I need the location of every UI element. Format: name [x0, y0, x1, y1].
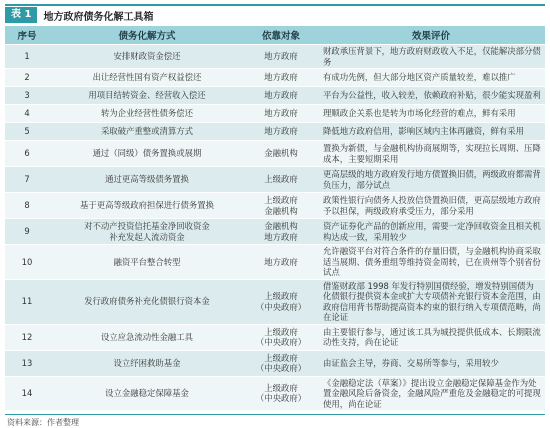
- row-evaluation: 借鉴财政部 1998 年发行特别国债经验，增发特别国债为化债银行提供资本金或扩大专项债补充银行资本金范围，由政府信用背书帮助提高资本约束的银行纳入专项债范畴，尚在论证: [317, 279, 545, 324]
- row-subject: 金融机构: [245, 141, 317, 167]
- row-number: 9: [5, 219, 49, 245]
- row-subject: 地方政府: [245, 245, 317, 280]
- row-evaluation: 有成功先例，但大部分地区资产质量较差，难以推广: [317, 69, 545, 87]
- table-row: [5, 105, 545, 123]
- table-title: 地方政府债务化解工具箱: [43, 11, 154, 23]
- table-row: [5, 324, 545, 350]
- row-method: 基于更高等级政府担保进行债务置换: [49, 193, 245, 219]
- table-row: [5, 45, 545, 69]
- row-number: 14: [5, 376, 49, 411]
- row-subject: 上级政府: [245, 167, 317, 193]
- row-evaluation: 允许融资平台对符合条件的存量旧债，与金融机构协商采取适当展期、债务重组等维持资金周转，已在贵州等个别省份试点: [317, 245, 545, 280]
- row-number: 11: [5, 279, 49, 324]
- row-evaluation: 置换为新债，与金融机构协商展期等，实现拉长周期、压降成本，主要短期采用: [317, 141, 545, 167]
- table-row: [5, 69, 545, 87]
- row-method: 设立金融稳定保障基金: [49, 376, 245, 411]
- row-subject: 地方政府: [245, 45, 317, 69]
- row-number: 6: [5, 141, 49, 167]
- row-method: 用项目结转资金、经营收入偿还: [49, 87, 245, 105]
- row-number: 5: [5, 123, 49, 141]
- row-evaluation: 降低地方政府信用，影响区域内主体再融资，鲜有采用: [317, 123, 545, 141]
- row-subject: 地方政府: [245, 105, 317, 123]
- row-evaluation: 资产证券化产品的创新应用，需要一定净回收资金且相关机构达成一致，采用较少: [317, 219, 545, 245]
- row-method: 发行政府债务补充化债银行资本金: [49, 279, 245, 324]
- row-method: 对不动产投资信托基金净回收资金 补充发起人流动资金: [49, 219, 245, 245]
- row-number: 3: [5, 87, 49, 105]
- row-subject: 上级政府 （中央政府）: [245, 324, 317, 350]
- row-method: 融资平台整合转型: [49, 245, 245, 280]
- table-number: 表 1: [5, 7, 37, 23]
- header-no: 序号: [5, 26, 49, 45]
- row-subject: 上级政府 （中央政府）: [245, 279, 317, 324]
- row-number: 2: [5, 69, 49, 87]
- table-row: [5, 376, 545, 411]
- header-evaluation: 效果评价: [317, 26, 545, 45]
- row-subject: 地方政府: [245, 69, 317, 87]
- row-subject: 上级政府 （中央政府）: [245, 376, 317, 411]
- row-subject: 地方政府: [245, 87, 317, 105]
- row-number: 12: [5, 324, 49, 350]
- table-row: [5, 193, 545, 219]
- row-subject: 金融机构 地方政府: [245, 219, 317, 245]
- row-method: 转为企业经营性债务偿还: [49, 105, 245, 123]
- row-method: 设立应急流动性金融工具: [49, 324, 245, 350]
- row-subject: 上级政府 金融机构: [245, 193, 317, 219]
- row-method: 通过（同级）债务置换或展期: [49, 141, 245, 167]
- table-row: [5, 245, 545, 280]
- row-evaluation: 平台为公益性，收入较差，依赖政府补贴，很少能实现盈利: [317, 87, 545, 105]
- row-subject: 地方政府: [245, 123, 317, 141]
- table-row: [5, 350, 545, 376]
- row-evaluation: 更高层级的地方政府发行地方债置换旧债，两级政府都需背负压力，部分试点: [317, 167, 545, 193]
- row-number: 10: [5, 245, 49, 280]
- debt-resolution-table: [5, 26, 545, 411]
- table-row: [5, 123, 545, 141]
- row-method: 安排财政资金偿还: [49, 45, 245, 69]
- source-note: 资料来源：作者整理: [5, 414, 545, 428]
- table-row: [5, 219, 545, 245]
- row-evaluation: 由证监会主导，券商、交易所等参与，采用较少: [317, 350, 545, 376]
- table-body: [5, 45, 545, 411]
- row-number: 7: [5, 167, 49, 193]
- row-method: 通过更高等级债务置换: [49, 167, 245, 193]
- row-number: 13: [5, 350, 49, 376]
- row-method: 设立纾困救助基金: [49, 350, 245, 376]
- table-header-row: [5, 26, 545, 45]
- row-number: 8: [5, 193, 49, 219]
- header-method: 债务化解方式: [49, 26, 245, 45]
- row-number: 1: [5, 45, 49, 69]
- table-row: [5, 141, 545, 167]
- row-method: 出让经营性国有资产权益偿还: [49, 69, 245, 87]
- row-evaluation: 理顺政企关系也是转为市场化经营的难点，鲜有采用: [317, 105, 545, 123]
- table-caption: [5, 4, 545, 24]
- row-evaluation: 政策性银行向债务人投放信贷置换旧债，更高层级地方政府予以担保，两级政府承受压力，部分采用: [317, 193, 545, 219]
- row-evaluation: 由主要银行参与，通过该工具为城投提供低成本、长期限流动性支持，尚在论证: [317, 324, 545, 350]
- table-row: [5, 167, 545, 193]
- row-number: 4: [5, 105, 49, 123]
- row-evaluation: 《金融稳定法（草案）》提出设立金融稳定保障基金作为处置金融风险后备资金，金融风险严重危及金融稳定的可提现使用，尚在论证: [317, 376, 545, 411]
- row-subject: 上级政府 （中央政府）: [245, 350, 317, 376]
- table-row: [5, 87, 545, 105]
- row-method: 采取破产重整或清算方式: [49, 123, 245, 141]
- header-subject: 依靠对象: [245, 26, 317, 45]
- row-evaluation: 财政承压背景下，地方政府财政收入不足，仅能解决部分债务: [317, 45, 545, 69]
- table-row: [5, 279, 545, 324]
